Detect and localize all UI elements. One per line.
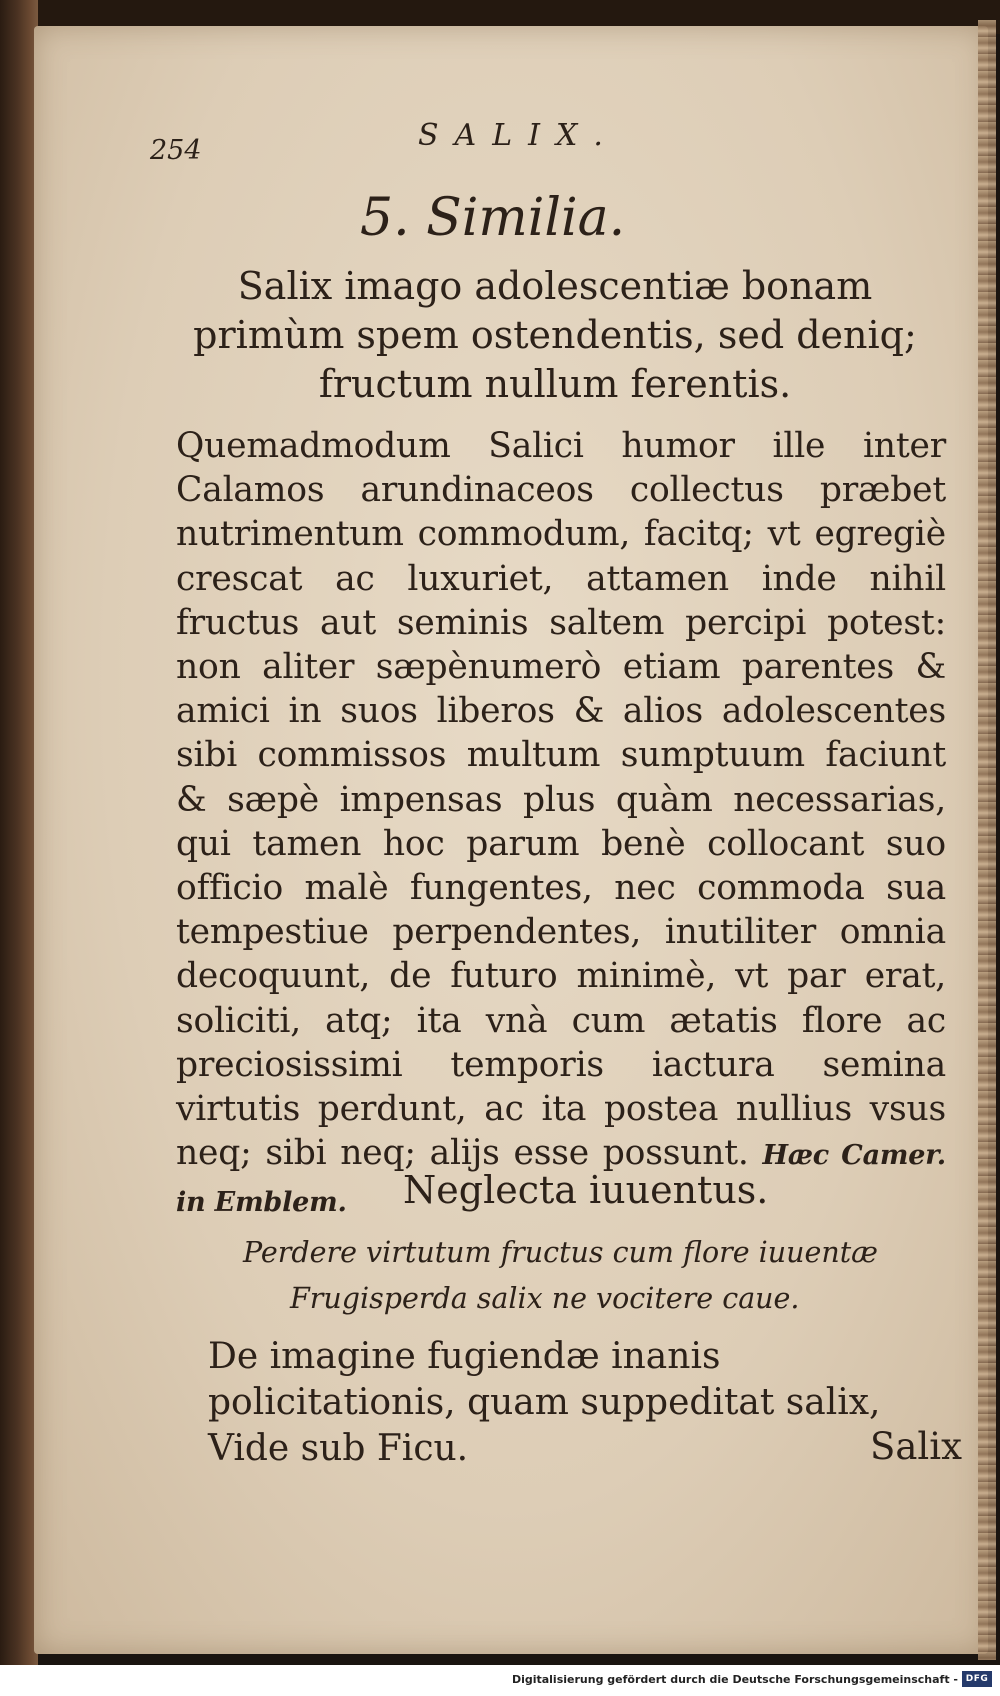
section-title: 5. Similia. (360, 188, 626, 248)
page-stack-edge (978, 20, 996, 1660)
footer-credit: Digitalisierung gefördert durch die Deutsche Forschungsgemeinschaft - (511, 1673, 958, 1686)
book-binding-edge (0, 0, 38, 1665)
running-head: SALIX. (418, 118, 619, 153)
citation: Hæc Camer. in Emblem. (176, 1140, 946, 1219)
verse-line-1: Perdere virtutum fructus cum flore iuuentæ (243, 1236, 878, 1269)
body-text: Quemadmodum Salici humor ille inter Calamos arundinaceos collectus præbet nutrimentum commodum, facitq; vt egregiè crescat ac luxuriet, attamen inde nihil fructus aut seminis saltem percipi potest: non aliter sæpènumerò etiam parentes & amici in suos liberos & alios adolescentes sibi commissos multum sumptuum faciunt & sæpè impensas plus quàm necessarias, qui tamen hoc parum benè collocant suo officio malè fungentes, nec commoda sua tempestiue perpendentes, inutiliter omnia decoquunt, de futuro minimè, vt par erat, soliciti, atq; ita vnà cum ætatis flore ac preciosissimi temporis iactura semina virtutis perdunt, ac ita postea nullius vsus neq; sibi neq; alijs esse possunt. (176, 426, 946, 1174)
verse-line-2: Frugisperda salix ne vocitere caue. (290, 1282, 800, 1315)
body-paragraph (176, 424, 946, 1226)
sub-heading: Neglecta iuuentus. (403, 1168, 769, 1212)
dfg-logo[interactable]: DFG (962, 1671, 992, 1687)
chapter-heading: Salix imago adolescentiæ bonam primùm spem ostendentis, sed deniq; fructum nullum ferentis. (193, 264, 917, 406)
page-number: 254 (150, 135, 202, 166)
catchword: Salix (870, 1425, 962, 1468)
closing-paragraph: De imagine fugiendæ inanis policitationis, quam suppeditat salix, Vide sub Ficu. (208, 1336, 881, 1469)
